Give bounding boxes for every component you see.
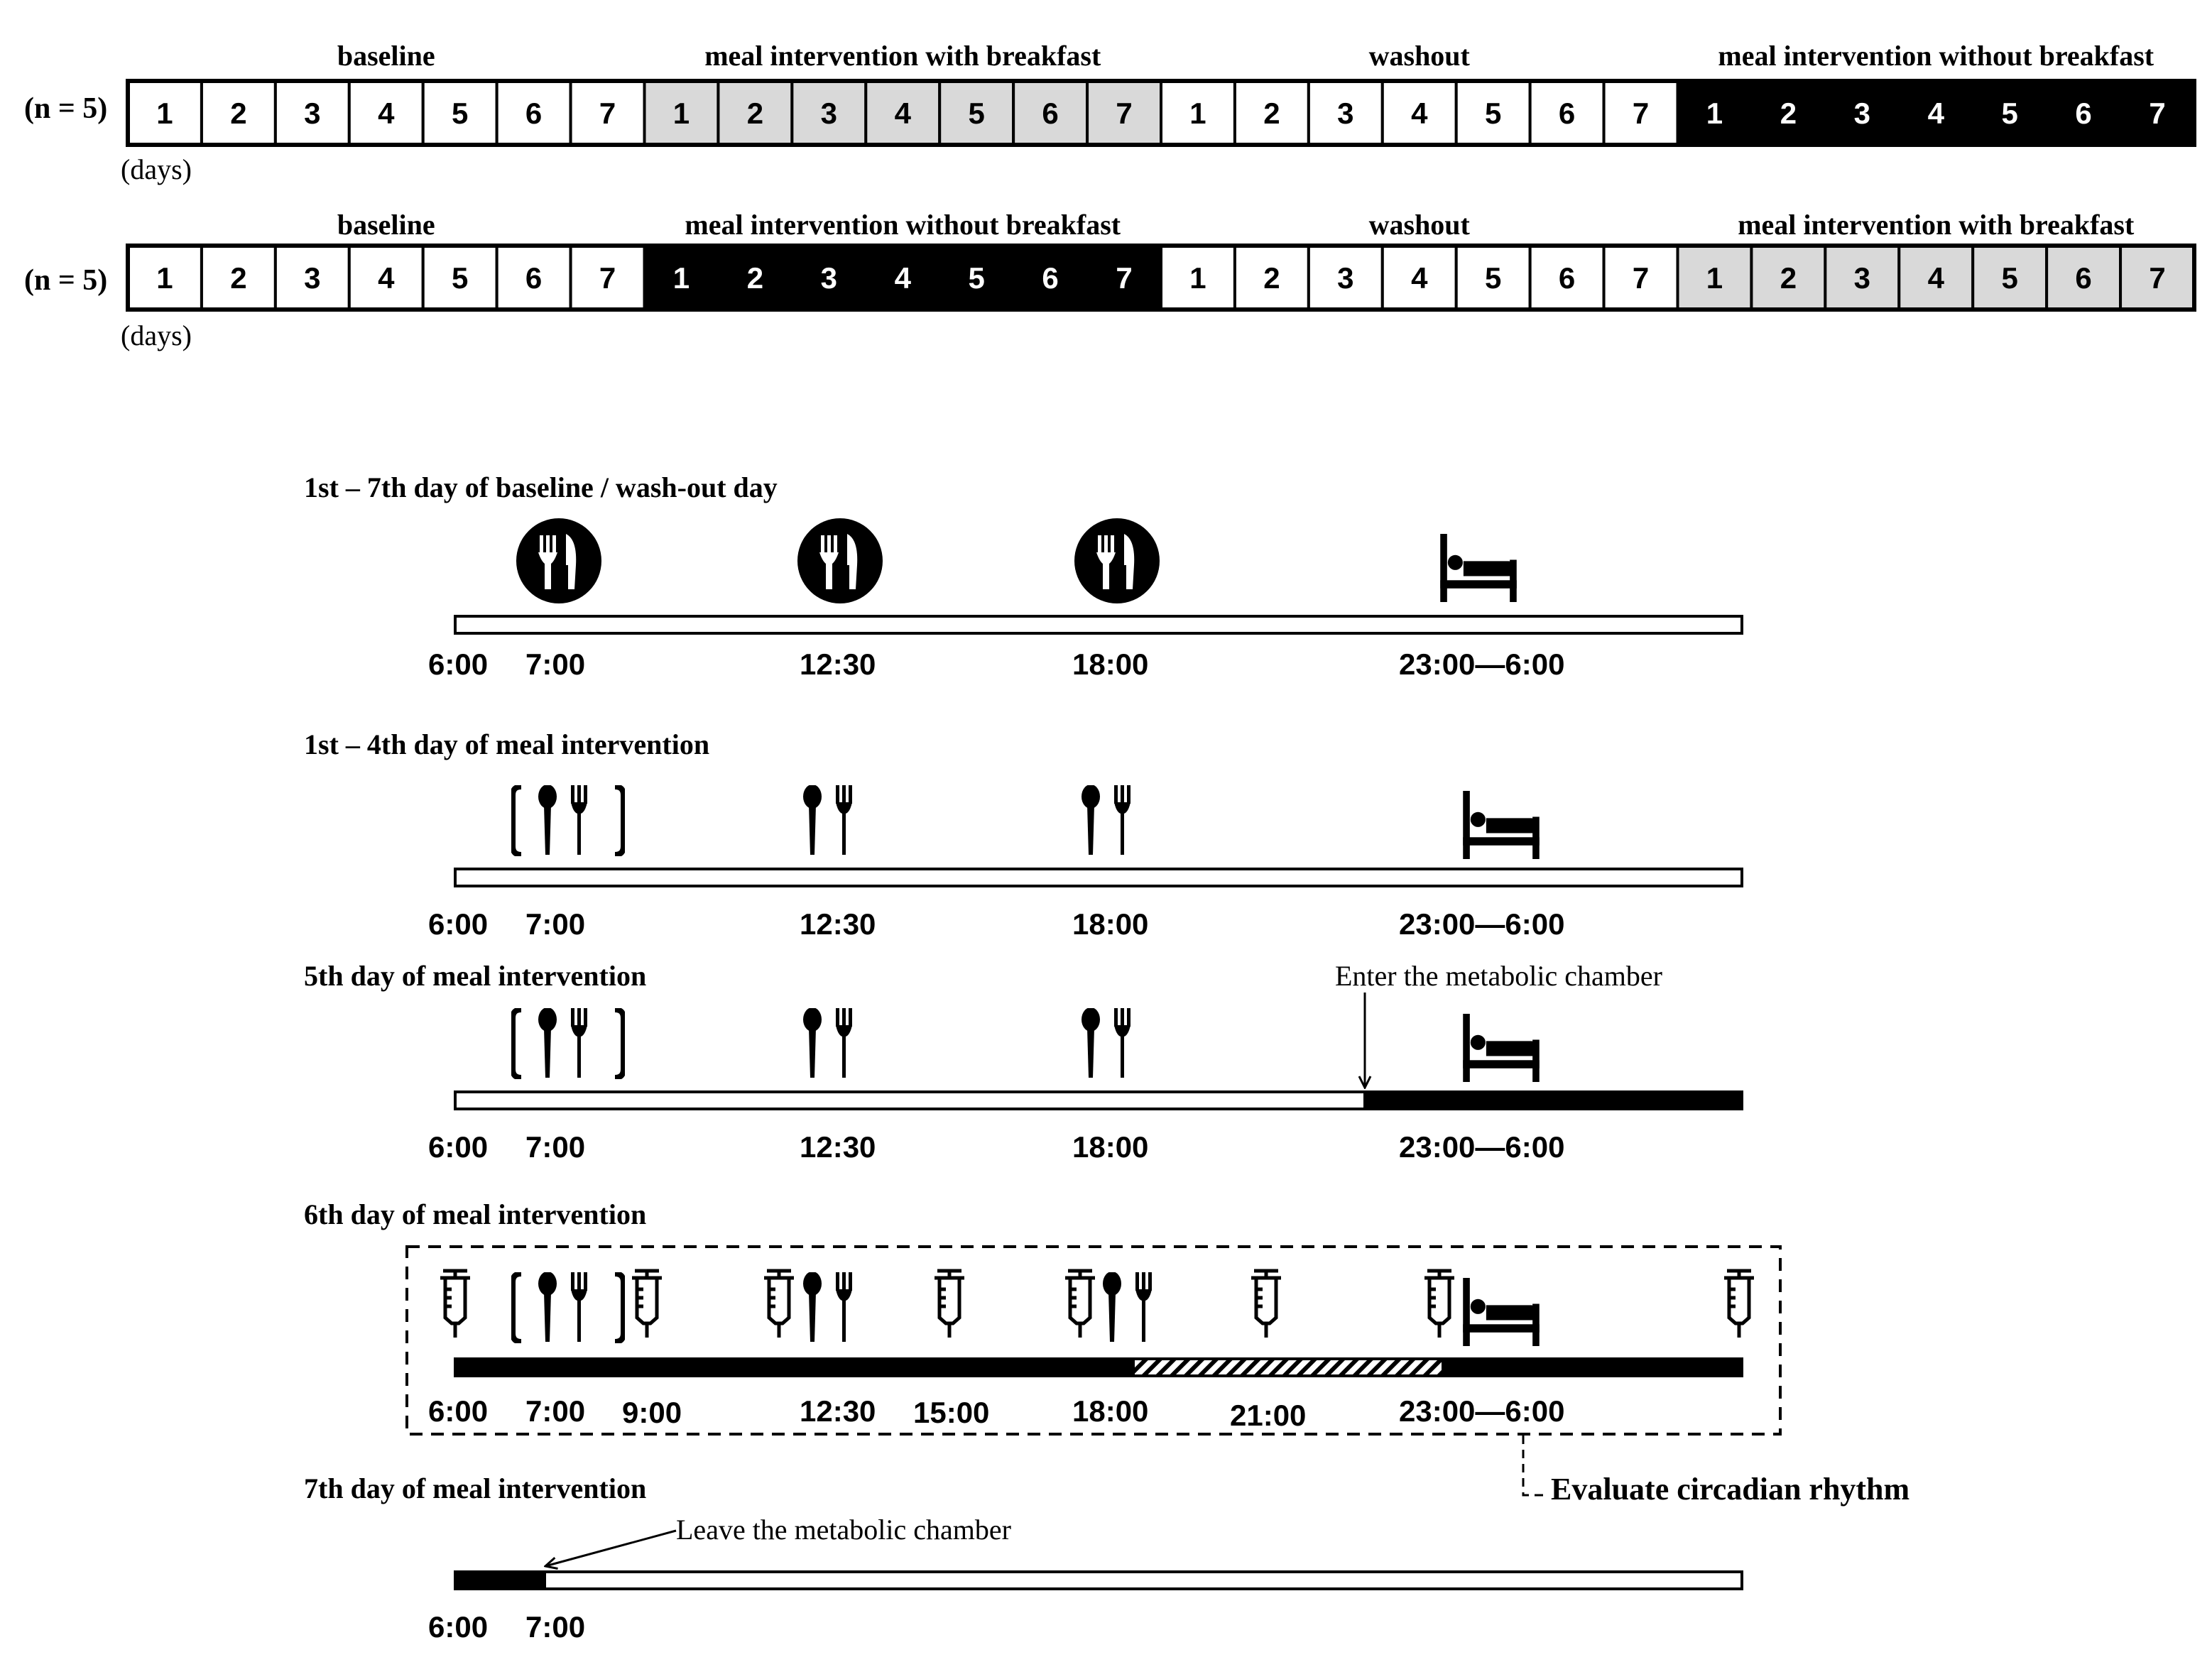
day-number: 5 (1484, 97, 1502, 130)
day-number: 4 (1411, 261, 1428, 295)
syringe-icon (764, 1271, 794, 1338)
schedule-phase (128, 40, 645, 145)
schedule-phase (645, 209, 1162, 310)
spoon-fork-icon (803, 1272, 852, 1342)
time-label: 6:00 (428, 1394, 489, 1428)
day-number: 3 (1853, 261, 1871, 295)
plate-cutlery-icon (797, 518, 883, 603)
day-number: 6 (525, 97, 543, 130)
leave-chamber-arrow (545, 1531, 676, 1566)
time-label: 12:30 (800, 1394, 876, 1428)
spoon-fork-icon (803, 784, 852, 855)
time-label: 12:30 (800, 647, 876, 681)
day-number: 3 (304, 261, 321, 295)
time-label: 23:00—6:00 (1399, 907, 1565, 941)
enter-chamber-annotation: Enter the metabolic chamber (1335, 960, 1662, 992)
day-number: 6 (2075, 261, 2092, 295)
day-number: 1 (156, 261, 173, 295)
time-label: 7:00 (525, 1610, 586, 1644)
timeline-intervention-6 (304, 1198, 1909, 1507)
timeline-baseline (304, 471, 1742, 681)
day-number: 2 (230, 97, 247, 130)
optional-breakfast-bracket-icon (513, 784, 623, 855)
day-number: 4 (378, 261, 395, 295)
day-number: 4 (1411, 97, 1428, 130)
group-size-label: (n = 5) (24, 264, 108, 297)
timeline-title: 5th day of meal intervention (304, 960, 647, 992)
timeline-title: 1st – 4th day of meal intervention (304, 728, 710, 760)
day-number: 6 (1042, 261, 1059, 295)
day-number: 3 (1337, 97, 1354, 130)
optional-breakfast-bracket-icon (513, 1007, 623, 1078)
day-number: 3 (304, 97, 321, 130)
schedule-phase (1161, 40, 1678, 145)
chamber-segment (1365, 1092, 1742, 1109)
schedule-phase (1678, 209, 2195, 310)
day-number: 2 (1780, 97, 1797, 130)
day-number: 2 (746, 97, 764, 130)
timeline-title: 1st – 7th day of baseline / wash-out day (304, 471, 778, 503)
schedule-phase (1678, 40, 2195, 145)
bed-icon (1463, 791, 1540, 859)
time-label: 12:30 (800, 907, 876, 941)
timeline-intervention-7 (304, 1472, 1742, 1644)
phase-label: washout (1368, 209, 1470, 241)
day-number: 4 (1927, 261, 1944, 295)
schedule-row (24, 40, 2194, 185)
spoon-fork-icon (1103, 1272, 1152, 1342)
syringe-icon (632, 1271, 662, 1338)
day-number: 5 (451, 97, 469, 130)
crossover-schedules (24, 40, 2194, 351)
time-label: 6:00 (428, 1130, 489, 1164)
day-number: 7 (1632, 261, 1650, 295)
day-number: 5 (1484, 261, 1502, 295)
time-label: 23:00—6:00 (1399, 1130, 1565, 1164)
day-number: 7 (599, 97, 616, 130)
time-label: 6:00 (428, 647, 489, 681)
syringe-icon (1065, 1271, 1095, 1338)
syringe-icon (1724, 1271, 1754, 1338)
schedule-row (24, 209, 2194, 351)
phase-label: meal intervention with breakfast (1738, 209, 2135, 241)
phase-label: baseline (337, 40, 435, 72)
time-label: 18:00 (1072, 907, 1149, 941)
group-size-label: (n = 5) (24, 92, 108, 125)
time-label: 9:00 (622, 1396, 682, 1429)
day-number: 1 (1706, 97, 1723, 130)
time-label: 6:00 (428, 1610, 489, 1644)
timeline-title: 6th day of meal intervention (304, 1198, 647, 1230)
timeline-title: 7th day of meal intervention (304, 1472, 647, 1504)
timeline-intervention-5 (304, 960, 1742, 1164)
phase-label: baseline (337, 209, 435, 241)
phase-label: meal intervention without breakfast (685, 209, 1121, 241)
time-label: 12:30 (800, 1130, 876, 1164)
spoon-fork-icon (803, 1007, 852, 1078)
optional-breakfast-bracket-icon (513, 1272, 623, 1342)
day-number: 2 (230, 261, 247, 295)
day-number: 5 (968, 97, 985, 130)
timeline-intervention-1-4 (304, 728, 1742, 941)
time-label: 7:00 (525, 647, 586, 681)
time-label: 18:00 (1072, 1394, 1149, 1428)
schedule-phase (1161, 209, 1678, 310)
evaluation-label: Evaluate circadian rhythm (1551, 1472, 1910, 1507)
day-number: 3 (1853, 97, 1871, 130)
day-number: 7 (1632, 97, 1650, 130)
plate-cutlery-icon (516, 518, 601, 603)
day-number: 1 (156, 97, 173, 130)
day-number: 7 (2149, 261, 2166, 295)
day-number: 3 (820, 97, 838, 130)
day-number: 7 (1116, 97, 1133, 130)
syringe-icon (440, 1271, 470, 1338)
time-label: 15:00 (913, 1396, 990, 1429)
day-number: 6 (2075, 97, 2092, 130)
day-number: 4 (894, 97, 911, 130)
day-number: 5 (2001, 97, 2018, 130)
phase-label: meal intervention without breakfast (1718, 40, 2154, 72)
day-bar (455, 616, 1742, 633)
day-number: 1 (672, 261, 690, 295)
day-number: 6 (1042, 97, 1059, 130)
chamber-segment (455, 1572, 545, 1589)
days-unit-label: (days) (121, 153, 192, 185)
day-number: 2 (1263, 261, 1280, 295)
bed-icon (1440, 534, 1517, 602)
leave-chamber-annotation: Leave the metabolic chamber (676, 1514, 1011, 1546)
day-number: 2 (1263, 97, 1280, 130)
bed-icon (1463, 1014, 1540, 1082)
day-number: 5 (451, 261, 469, 295)
day-number: 2 (746, 261, 764, 295)
day-number: 7 (2149, 97, 2166, 130)
day-bar (455, 1572, 1742, 1589)
syringe-icon (1251, 1271, 1281, 1338)
day-number: 4 (378, 97, 395, 130)
spoon-fork-icon (1082, 784, 1130, 855)
day-number: 1 (1706, 261, 1723, 295)
day-bar (455, 869, 1742, 886)
time-label: 21:00 (1230, 1399, 1307, 1432)
phase-label: meal intervention with breakfast (704, 40, 1101, 72)
day-number: 7 (1116, 261, 1133, 295)
schedule-phase (128, 209, 645, 310)
bed-icon (1463, 1278, 1540, 1346)
day-number: 4 (894, 261, 911, 295)
chamber-bar (455, 1359, 1742, 1376)
day-number: 3 (1337, 261, 1354, 295)
evaluation-connector (1523, 1436, 1548, 1495)
day-number: 1 (1189, 261, 1206, 295)
time-label: 6:00 (428, 907, 489, 941)
day-number: 1 (672, 97, 690, 130)
day-number: 6 (1558, 97, 1576, 130)
time-label: 7:00 (525, 1130, 586, 1164)
syringe-icon (1424, 1271, 1454, 1338)
day-number: 7 (599, 261, 616, 295)
time-label: 23:00—6:00 (1399, 647, 1565, 681)
day-number: 6 (1558, 261, 1576, 295)
time-label: 18:00 (1072, 1130, 1149, 1164)
syringe-icon (935, 1271, 964, 1338)
time-label: 7:00 (525, 1394, 586, 1428)
day-number: 6 (525, 261, 543, 295)
schedule-phase (645, 40, 1162, 145)
hatched-segment (1135, 1360, 1442, 1374)
spoon-fork-icon (1082, 1007, 1130, 1078)
days-unit-label: (days) (121, 319, 192, 351)
day-number: 5 (968, 261, 985, 295)
day-number: 4 (1927, 97, 1944, 130)
time-label: 18:00 (1072, 647, 1149, 681)
time-label: 23:00—6:00 (1399, 1394, 1565, 1428)
day-number: 1 (1189, 97, 1206, 130)
day-number: 5 (2001, 261, 2018, 295)
time-label: 7:00 (525, 907, 586, 941)
plate-cutlery-icon (1074, 518, 1160, 603)
day-number: 2 (1780, 261, 1797, 295)
day-number: 3 (820, 261, 838, 295)
phase-label: washout (1368, 40, 1470, 72)
